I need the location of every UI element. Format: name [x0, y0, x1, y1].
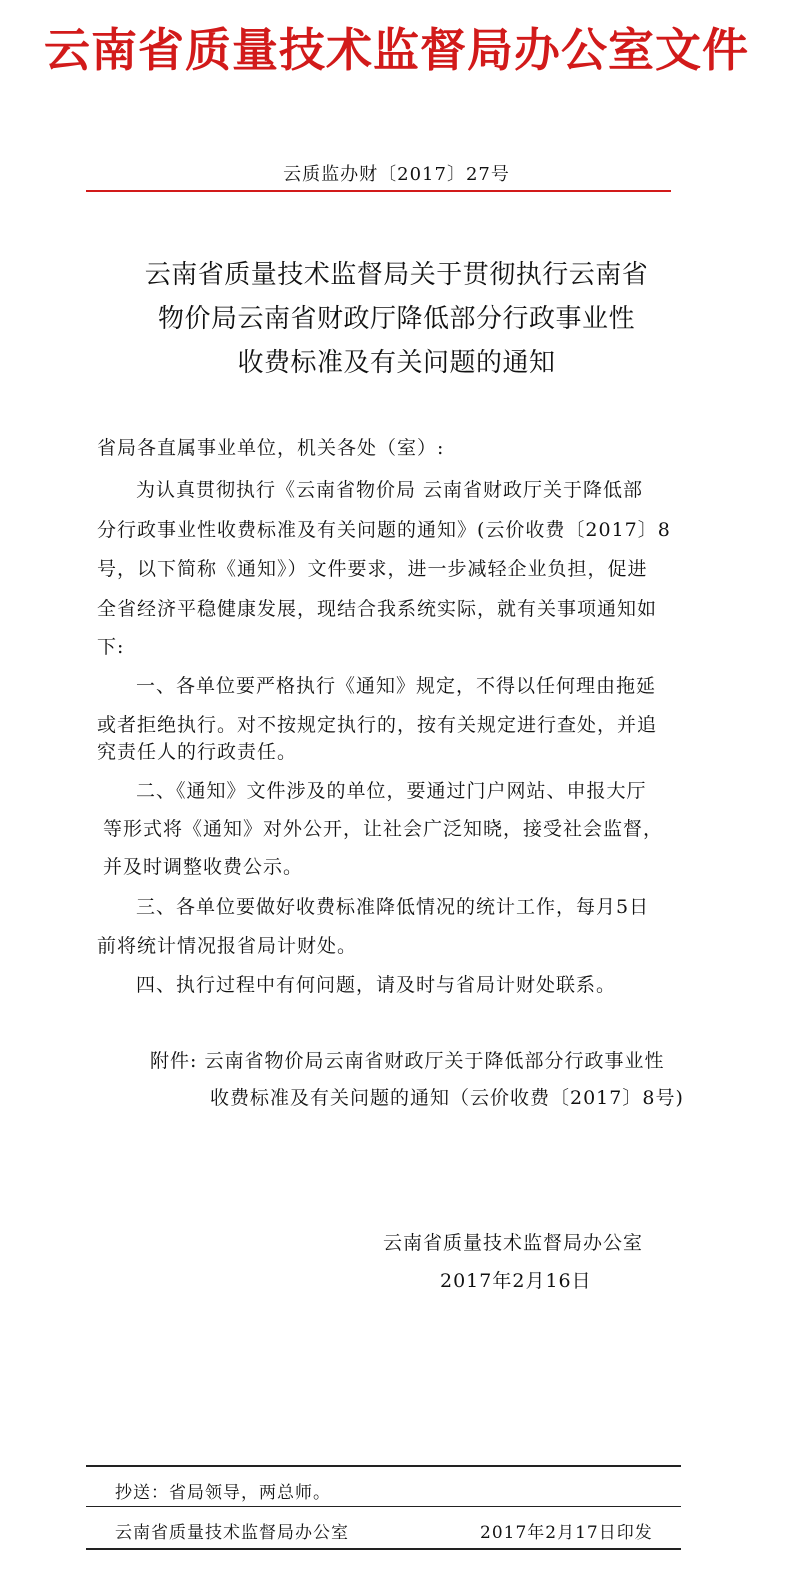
header-red-divider	[86, 190, 671, 192]
attachment-line-2: 收费标准及有关问题的通知（云价收费〔2017〕8号)	[210, 1087, 684, 1109]
intro-line-1: 为认真贯彻执行《云南省物价局 云南省财政厅关于降低部	[136, 479, 644, 501]
title-line-3: 收费标准及有关问题的通知	[237, 348, 556, 378]
intro-line-3: 号，以下简称《通知》）文件要求，进一步减轻企业负担，促进	[97, 558, 648, 580]
item1-line-3: 究责任人的行政责任。	[97, 741, 298, 763]
signature-org: 云南省质量技术监督局办公室	[383, 1232, 644, 1254]
item3-line-2: 前将统计情况报省局计财处。	[97, 935, 358, 957]
title-line-2: 物价局云南省财政厅降低部分行政事业性	[157, 304, 635, 334]
document-header-title: 云南省质量技术监督局办公室文件	[44, 23, 749, 77]
signature-date: 2017年2月16日	[440, 1270, 592, 1292]
item4-line: 四、执行过程中有何问题，请及时与省局计财处联系。	[136, 974, 617, 996]
title-line-1: 云南省质量技术监督局关于贯彻执行云南省	[144, 260, 649, 290]
item1-line-1: 一、各单位要严格执行《通知》规定，不得以任何理由拖延	[136, 675, 657, 697]
footer-bottom-rule	[86, 1548, 681, 1550]
intro-line-4: 全省经济平稳健康发展，现结合我系统实际，就有关事项通知如	[97, 598, 658, 620]
footer-issuer: 云南省质量技术监督局办公室	[115, 1523, 349, 1543]
salutation: 省局各直属事业单位，机关各处（室）:	[97, 437, 445, 459]
footer-cc: 抄送：省局领导，两总师。	[115, 1483, 331, 1503]
intro-line-5: 下:	[97, 636, 125, 658]
footer-middle-rule	[86, 1506, 681, 1507]
item2-line-1: 二、《通知》文件涉及的单位，要通过门户网站、申报大厅	[136, 780, 647, 802]
item1-line-2: 或者拒绝执行。对不按规定执行的，按有关规定进行查处，并追	[97, 714, 658, 736]
footer-print-date: 2017年2月17日印发	[480, 1523, 653, 1543]
document-number: 云质监办财〔2017〕27号	[283, 164, 510, 185]
item2-line-2: 等形式将《通知》对外公开，让社会广泛知晓，接受社会监督，	[103, 818, 664, 840]
item3-line-1: 三、各单位要做好收费标准降低情况的统计工作，每月5日	[136, 896, 650, 918]
item2-line-3: 并及时调整收费公示。	[103, 856, 304, 878]
attachment-line-1: 附件: 云南省物价局云南省财政厅关于降低部分行政事业性	[150, 1050, 665, 1072]
intro-line-2: 分行政事业性收费标准及有关问题的通知》(云价收费〔2017〕8	[97, 519, 671, 541]
footer-top-rule	[86, 1465, 681, 1467]
